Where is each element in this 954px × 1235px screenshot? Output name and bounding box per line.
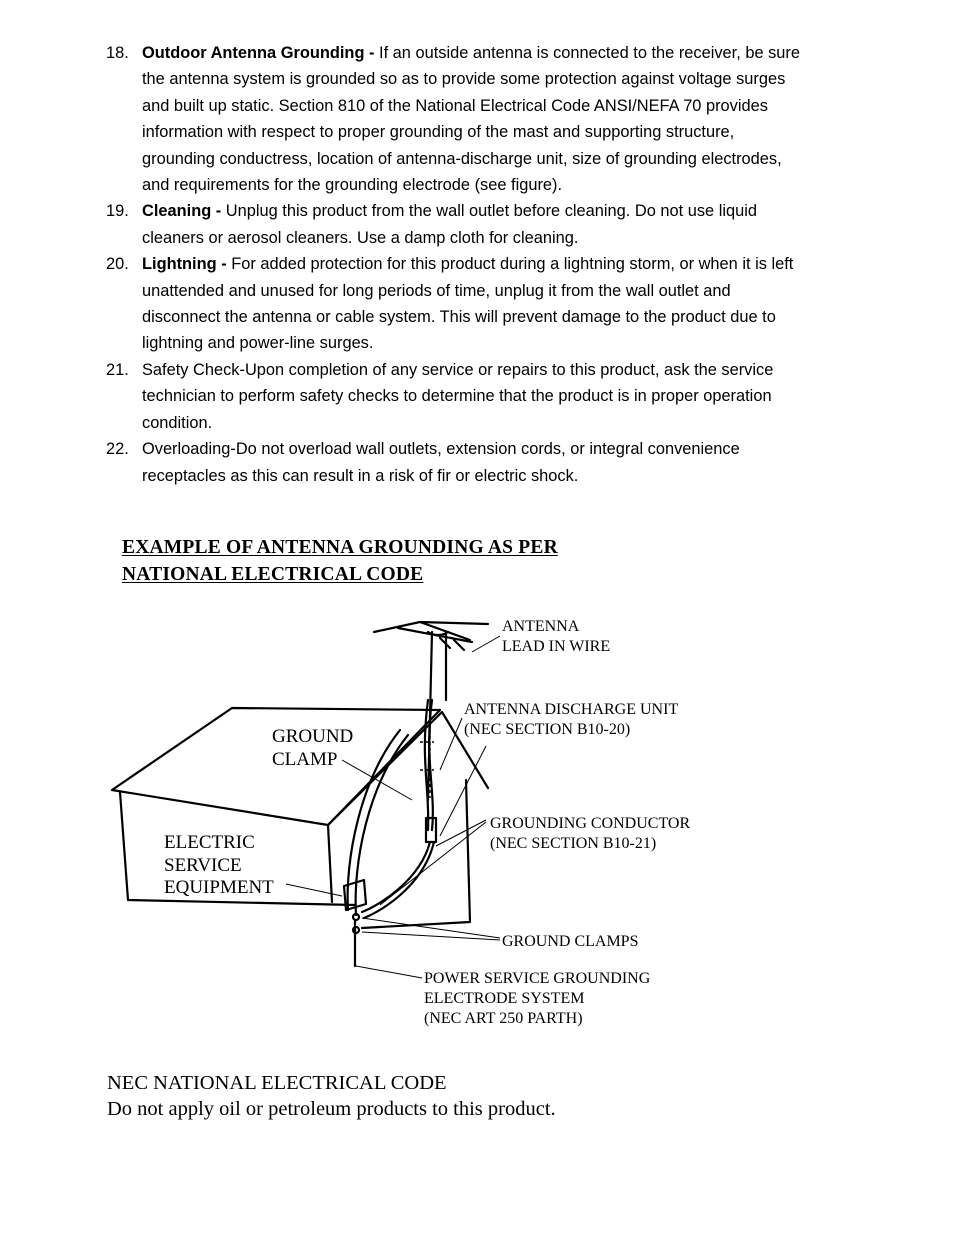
item-number: 21. bbox=[106, 360, 129, 379]
label-power-service: POWER SERVICE GROUNDING bbox=[424, 970, 651, 987]
item-text: information with respect to proper grounding of the mast and supporting structure, bbox=[142, 123, 735, 142]
item-number: 22. bbox=[106, 440, 129, 459]
item-text: and built up static. Section 810 of the National Electrical Code ANSI/NEFA 70 provides bbox=[142, 96, 768, 115]
label-discharge-section: (NEC SECTION B10-20) bbox=[464, 721, 631, 738]
label-discharge-unit: ANTENNA DISCHARGE UNIT bbox=[464, 701, 679, 718]
figure-title-line: EXAMPLE OF ANTENNA GROUNDING AS PER bbox=[122, 537, 558, 558]
label-grounding-conductor: GROUNDING CONDUCTOR bbox=[490, 815, 691, 832]
item-title: Cleaning - bbox=[142, 202, 222, 221]
footer-line: Do not apply oil or petroleum products to this product. bbox=[107, 1098, 556, 1120]
item-number: 19. bbox=[106, 202, 129, 221]
label-ground: GROUND bbox=[272, 726, 354, 747]
item-text: Overloading-Do not overload wall outlets, extension cords, or integral convenience bbox=[142, 440, 740, 459]
item-text: Safety Check-Upon completion of any service or repairs to this product, ask the service bbox=[142, 360, 774, 379]
label-service: SERVICE bbox=[164, 855, 242, 876]
label-lead-in-wire: LEAD IN WIRE bbox=[502, 638, 611, 655]
item-text: condition. bbox=[142, 413, 213, 432]
label-electrode-system: ELECTRODE SYSTEM bbox=[424, 990, 585, 1007]
item-text: receptacles as this can result in a risk of fir or electric shock. bbox=[142, 466, 579, 485]
footer-line: NEC NATIONAL ELECTRICAL CODE bbox=[107, 1072, 447, 1094]
footer-notes bbox=[107, 1070, 556, 1122]
item-number: 20. bbox=[106, 255, 129, 274]
item-text: technician to perform safety checks to determine that the product is in proper operation bbox=[142, 387, 772, 406]
label-ground-clamps: GROUND CLAMPS bbox=[502, 933, 639, 950]
item-text: unattended and unused for long periods of time, unplug it from the wall outlet and bbox=[142, 281, 731, 300]
item-text: If an outside antenna is connected to the receiver, be sure bbox=[374, 44, 800, 62]
item-text: grounding conductress, location of antenna-discharge unit, size of grounding electrodes, bbox=[142, 149, 782, 168]
item-text: disconnect the antenna or cable system. This will prevent damage to the product due to bbox=[142, 308, 776, 327]
label-grounding-section: (NEC SECTION B10-21) bbox=[490, 835, 657, 852]
item-text: cleaners or aerosol cleaners. Use a damp cloth for cleaning. bbox=[142, 228, 579, 247]
label-equipment: EQUIPMENT bbox=[164, 877, 274, 898]
label-antenna: ANTENNA bbox=[502, 618, 580, 635]
item-text: Unplug this product from the wall outlet before cleaning. Do not use liquid bbox=[221, 202, 757, 221]
item-text: and requirements for the grounding electrode (see figure). bbox=[142, 176, 563, 195]
figure-title-line: NATIONAL ELECTRICAL CODE bbox=[122, 564, 424, 585]
label-clamp: CLAMP bbox=[272, 749, 338, 770]
item-number: 18. bbox=[106, 44, 129, 62]
item-text: For added protection for this product during a lightning storm, or when it is left bbox=[226, 255, 794, 274]
item-text: the antenna system is grounded so as to provide some protection against voltage surges bbox=[142, 70, 786, 89]
item-title: Outdoor Antenna Grounding - bbox=[142, 44, 375, 62]
house-side-wall bbox=[362, 780, 470, 928]
item-text: lightning and power-line surges. bbox=[142, 334, 374, 353]
label-electric: ELECTRIC bbox=[164, 832, 255, 853]
item-title: Lightning - bbox=[142, 255, 227, 274]
label-nec-art: (NEC ART 250 PARTH) bbox=[424, 1010, 583, 1027]
grounding-conductor bbox=[362, 842, 430, 912]
